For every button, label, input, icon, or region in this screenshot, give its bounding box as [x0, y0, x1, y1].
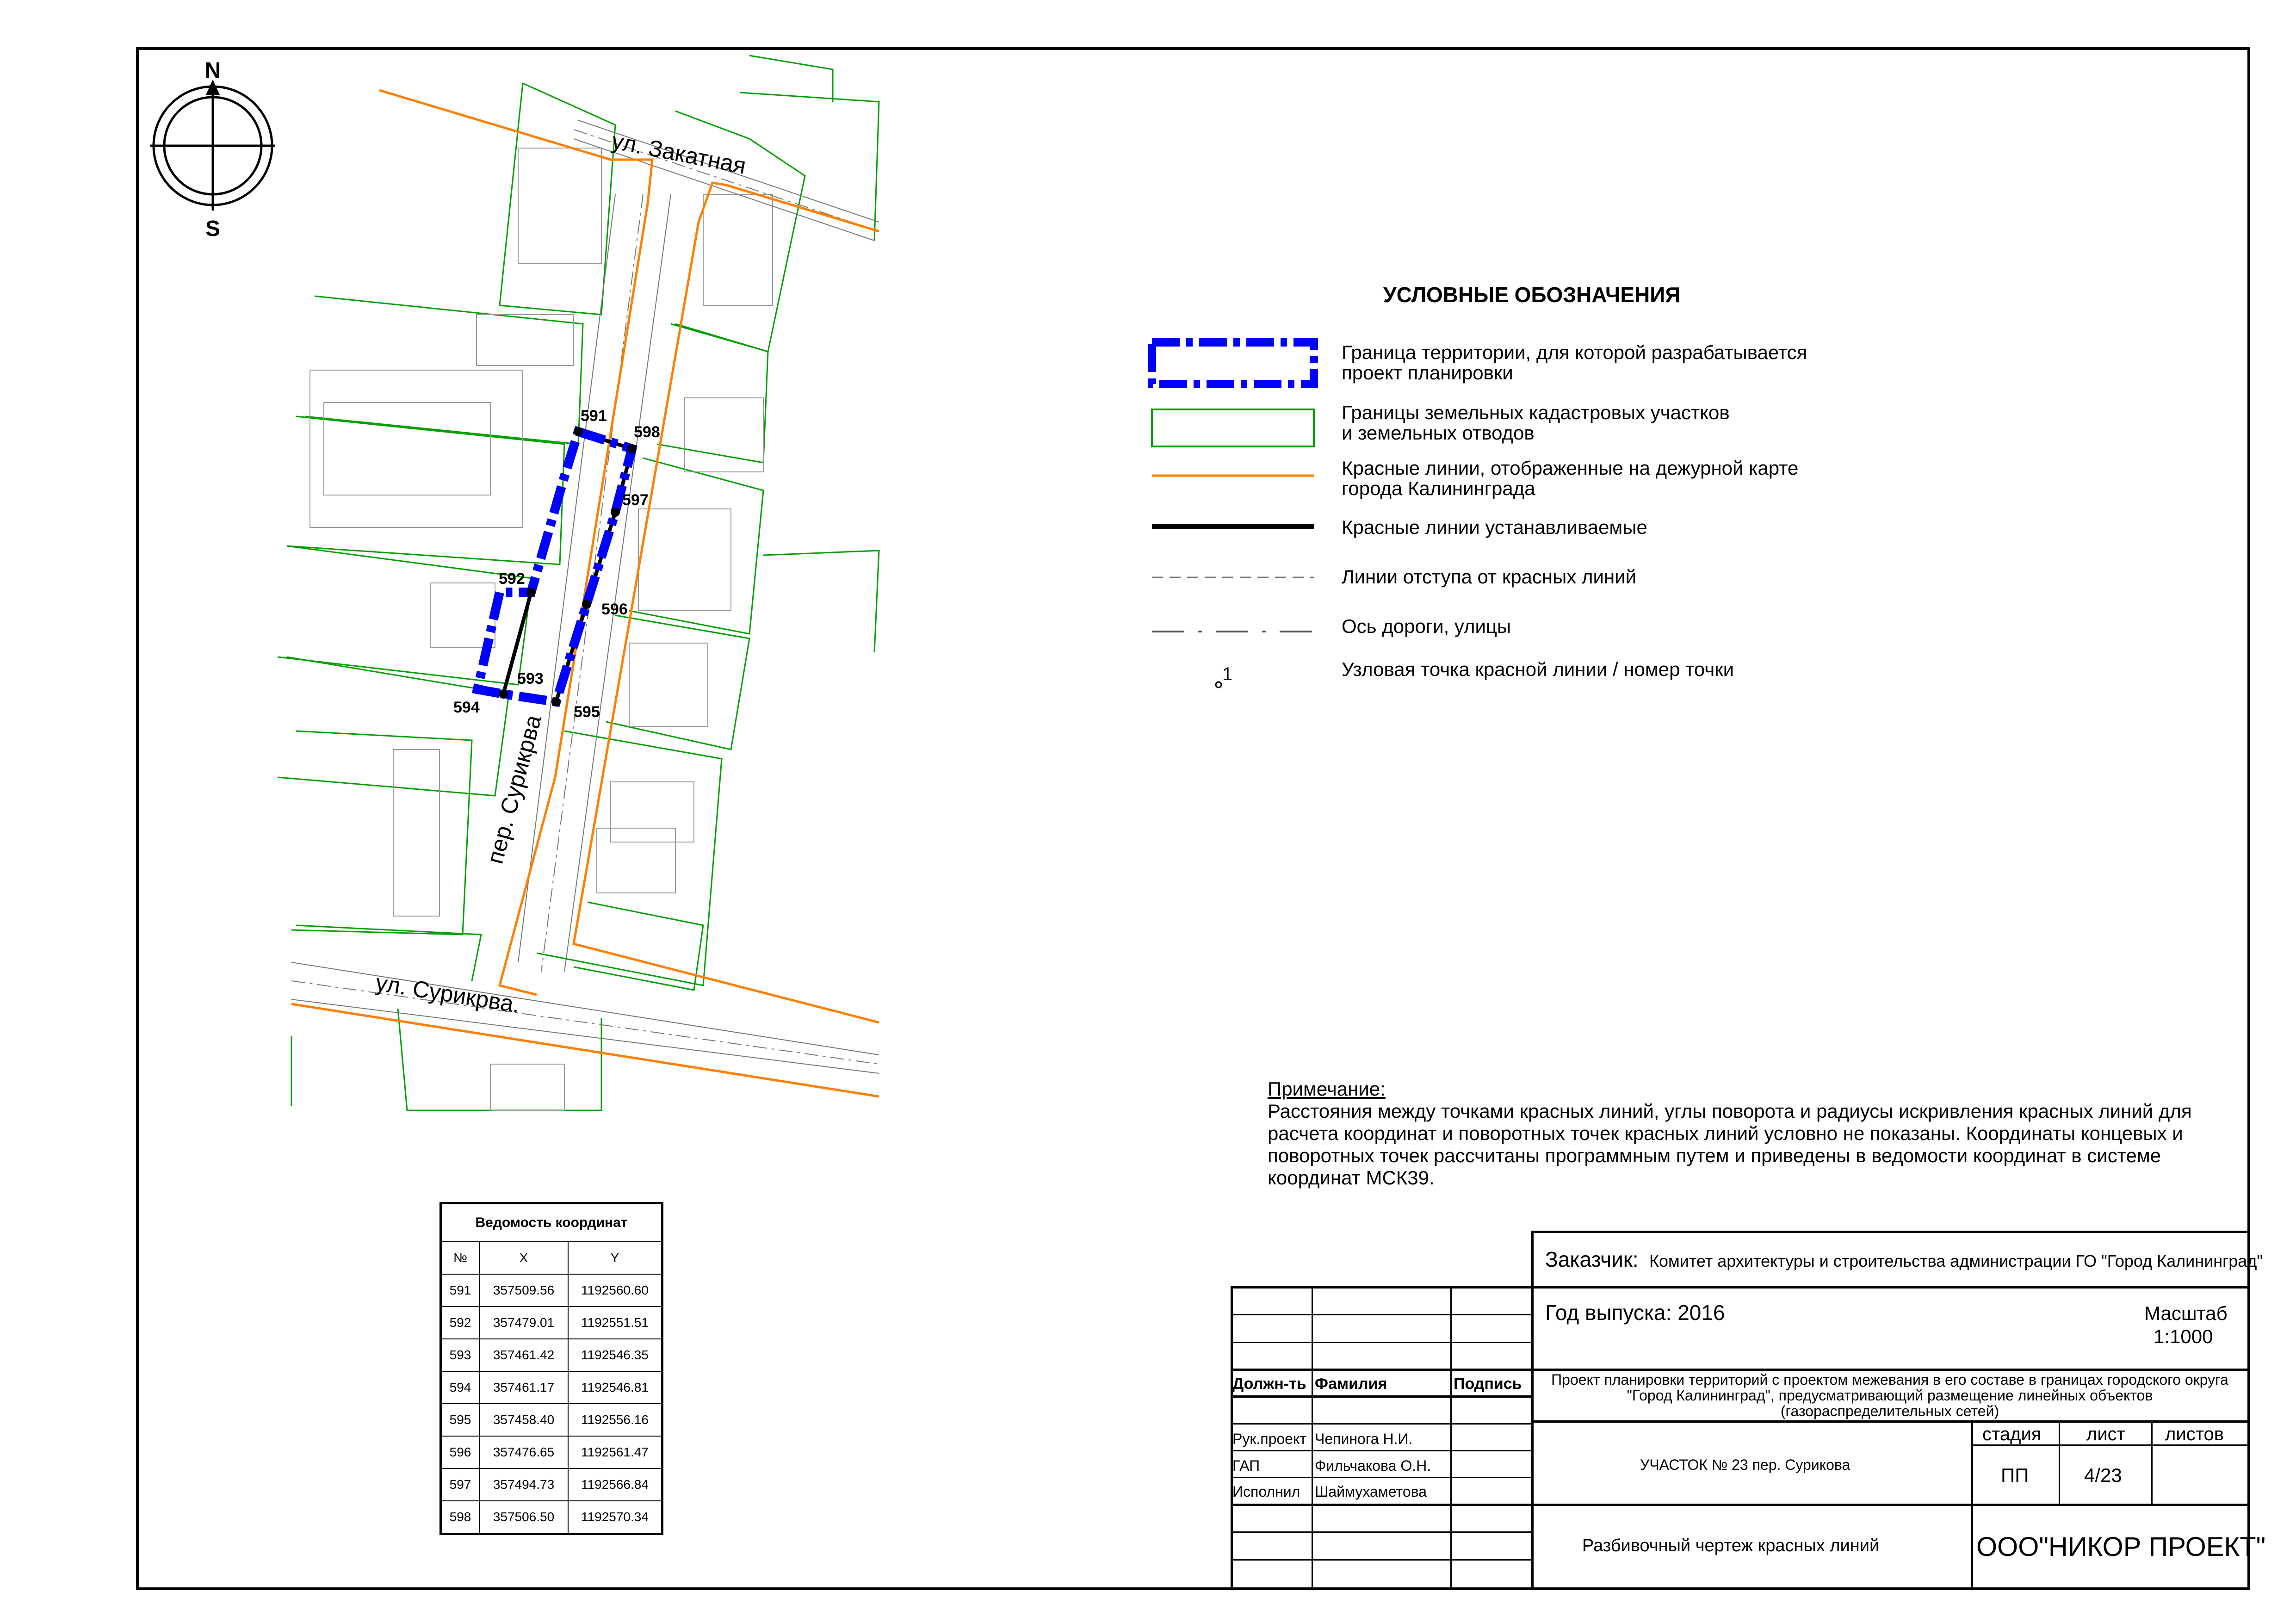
- compass-icon: [150, 80, 275, 211]
- staff-position-0: Рук.проект: [1232, 1431, 1306, 1447]
- legend-item-black-lines: Красные линии устанавливаемые: [1342, 516, 1647, 538]
- street-label-surikova-lane: пер. Сурикрва: [482, 712, 547, 867]
- scale-value: 1:1000: [2154, 1326, 2213, 1347]
- point-label-595: 595: [574, 703, 600, 721]
- point-label-598: 598: [634, 423, 660, 441]
- table-row: [441, 1468, 662, 1501]
- point-label-596: 596: [601, 601, 628, 618]
- cell: 357476.65: [479, 1436, 568, 1468]
- table-row: [441, 1339, 662, 1371]
- coordinates-table-caption: Ведомость координат: [441, 1203, 662, 1242]
- company-name: ООО"НИКОР ПРОЕКТ": [1976, 1532, 2266, 1562]
- legend-item-cadastral: Границы земельных кадастровых участков и земельных отводов: [1342, 402, 1730, 444]
- compass-south-label: S: [205, 217, 221, 241]
- cell: 1192561.47: [568, 1436, 662, 1468]
- legend-item-axis: Ось дороги, улицы: [1342, 615, 1511, 637]
- col-signature-header: Подпись: [1454, 1375, 1522, 1393]
- cell: 1192570.34: [568, 1501, 662, 1534]
- table-row: [441, 1501, 662, 1534]
- legend-title: УСЛОВНЫЕ ОБОЗНАЧЕНИЯ: [1383, 283, 1681, 307]
- legend-item-boundary: Граница территории, для которой разрабатывается проект планировки: [1342, 341, 1807, 384]
- col-header-number: №: [441, 1242, 480, 1274]
- sheets-label: листов: [2165, 1424, 2224, 1444]
- site-name: УЧАСТОК № 23 пер. Сурикова: [1640, 1456, 1850, 1473]
- planning-boundary: [477, 432, 632, 702]
- table-row: [441, 1404, 662, 1436]
- cell: 593: [441, 1339, 480, 1371]
- scale-label: Масштаб: [2144, 1302, 2228, 1324]
- staff-name-2: Шаймухаметова: [1315, 1483, 1427, 1500]
- table-row: [441, 1371, 662, 1404]
- staff-position-2: Исполнил: [1232, 1483, 1300, 1500]
- street-label-surikova: ул. Сурикрва.: [374, 969, 522, 1018]
- legend-cadastral-icon: [1152, 409, 1314, 446]
- col-header-y: Y: [568, 1242, 662, 1274]
- coordinates-table: [439, 1202, 663, 1535]
- drawing-title: Разбивочный чертеж красных линий: [1582, 1536, 1880, 1555]
- cell: 591: [441, 1274, 480, 1307]
- cell: 1192556.16: [568, 1404, 662, 1436]
- note-title: Примечание:: [1268, 1078, 1386, 1100]
- staff-name-1: Фильчакова О.Н.: [1315, 1457, 1431, 1474]
- point-label-591: 591: [581, 407, 607, 425]
- table-row: [441, 1307, 662, 1339]
- legend-item-orange-lines: Красные линии, отображенные на дежурной карте города Калининграда: [1342, 457, 1799, 499]
- cell: 598: [441, 1501, 480, 1534]
- cell: 1192546.35: [568, 1339, 662, 1371]
- cell: 357458.40: [479, 1404, 568, 1436]
- legend-node-icon: [1216, 682, 1221, 688]
- note: [1268, 1078, 2193, 1189]
- point-label-592: 592: [499, 570, 525, 588]
- point-label-594: 594: [453, 699, 480, 716]
- legend-item-node: Узловая точка красной линии / номер точки: [1342, 658, 1734, 680]
- buildings: [310, 148, 773, 1110]
- sheet-value: 4/23: [2084, 1464, 2122, 1486]
- stage-label: стадия: [1982, 1424, 2042, 1444]
- cell: 357461.42: [479, 1339, 568, 1371]
- cell: 357479.01: [479, 1307, 568, 1339]
- cell: 1192551.51: [568, 1307, 662, 1339]
- customer-label: Заказчик:: [1545, 1247, 1639, 1271]
- title-block: [1231, 1231, 2266, 1589]
- table-row: [441, 1274, 662, 1307]
- cell: 1192566.84: [568, 1468, 662, 1501]
- cell: 357461.17: [479, 1371, 568, 1404]
- staff-position-1: ГАП: [1232, 1457, 1260, 1474]
- project-description: Проект планировки территорий с проектом межевания в его составе в границах городского округа "Город Калининград", предусматривающий размещение линейных объектов (газораспределительных сетей): [1551, 1371, 2228, 1419]
- legend-symbols: [1152, 342, 1314, 688]
- note-text: Расстояния между точками красных линий, углы поворота и радиусы искривления красных линий для расчета координат и поворотных точек красных линий условно не показаны. Координаты концевых и поворотных точек рассчитаны программным путем и приведены в ведомости координат в системе координат МСК39.: [1268, 1100, 2192, 1189]
- street-label-zakatnaya: ул. Закатная: [609, 127, 749, 179]
- cell: 357509.56: [479, 1274, 568, 1307]
- col-position-header: Должн-ть: [1232, 1375, 1306, 1393]
- cell: 595: [441, 1404, 480, 1436]
- sheet-label: лист: [2086, 1424, 2126, 1444]
- legend-item-offset-lines: Линии отступа от красных линий: [1342, 566, 1637, 588]
- cell: 597: [441, 1468, 480, 1501]
- legend-boundary-icon: [1152, 342, 1314, 384]
- customer-name: Комитет архитектуры и строительства администрации ГО "Город Калининград": [1649, 1251, 2263, 1270]
- cell: 1192546.81: [568, 1371, 662, 1404]
- col-header-x: X: [479, 1242, 568, 1274]
- cell: 1192560.60: [568, 1274, 662, 1307]
- staff-name-0: Чепинога Н.И.: [1315, 1431, 1413, 1447]
- point-label-597: 597: [622, 491, 649, 509]
- point-label-593: 593: [517, 670, 544, 688]
- cell: 357506.50: [479, 1501, 568, 1534]
- stage-value: ПП: [2001, 1464, 2029, 1486]
- svg-text:1: 1: [1222, 664, 1233, 684]
- col-name-header: Фамилия: [1315, 1375, 1387, 1393]
- year-label: Год выпуска: 2016: [1545, 1301, 1725, 1325]
- cell: 594: [441, 1371, 480, 1404]
- cell: 592: [441, 1307, 480, 1339]
- compass-north-label: N: [204, 58, 221, 83]
- table-row: [441, 1436, 662, 1468]
- cell: 357494.73: [479, 1468, 568, 1501]
- cell: 596: [441, 1436, 480, 1468]
- cadastral-parcels: [278, 56, 879, 1110]
